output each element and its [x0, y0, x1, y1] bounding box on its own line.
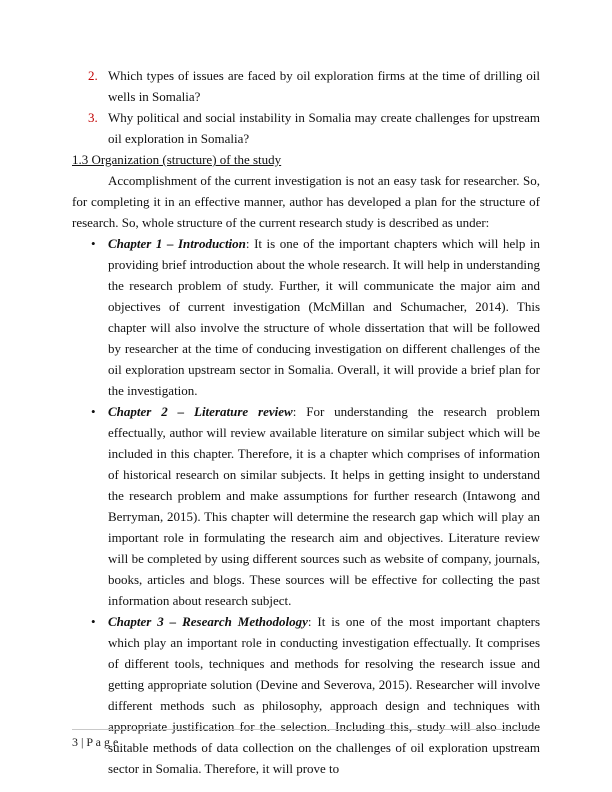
- intro-paragraph: Accomplishment of the current investigation is not an easy task for researcher. So, for completing it in an effective manner, author has developed a plan for the structure of research. So, whole structure of the current research study is described as under:: [72, 173, 540, 230]
- chapter-title: Chapter 1 – Introduction: [108, 236, 246, 251]
- chapter-bullet-1: [72, 233, 540, 401]
- list-number: 3.: [88, 110, 98, 125]
- page-number-label: 3 | P a g e: [72, 735, 119, 749]
- chapter-body-text: : It is one of the important chapters which will help in providing brief introduction about the whole research. It will help in understanding the research problem of study. Further, it will communicate the major aim and objectives of current investigation (McMillan and Schumacher, 2014). This chapter will also involve the structure of whole dissertation that will be followed by researcher at the time of conducing investigation on different challenges of the oil exploration upstream sector in Somalia. Overall, it will provide a brief plan for the investigation.: [108, 236, 540, 398]
- chapter-bullet-2: [72, 401, 540, 611]
- chapter-title: Chapter 2 – Literature review: [108, 404, 293, 419]
- numbered-list-item-2: [72, 65, 540, 107]
- chapter-title: Chapter 3 – Research Methodology: [108, 614, 308, 629]
- numbered-list-item-3: [72, 107, 540, 149]
- chapter-bullet-3: [72, 611, 540, 779]
- list-number: 2.: [88, 68, 98, 83]
- page-footer: [72, 729, 540, 750]
- section-heading-text: 1.3 Organization (structure) of the study: [72, 152, 282, 167]
- page-content: [72, 65, 540, 779]
- chapter-body-text: : It is one of the most important chapters which play an important role in conducting investigation effectually. It comprises of different tools, techniques and methods for resolving the research issue and getting appropriate solution (Devine and Severova, 2015). Researcher will involve different methods such as philosophy, approach design and techniques with appropriate justification for the selection. Including this, study will also include suitable methods of data collection on the challenges of oil exploration upstream sector in Somalia. Therefore, it will prove to: [108, 614, 540, 776]
- list-item-text: Why political and social instability in Somalia may create challenges for upstream oil exploration in Somalia?: [108, 110, 540, 146]
- section-heading: [72, 149, 540, 170]
- bullet-icon: •: [91, 404, 96, 419]
- bullet-icon: •: [91, 236, 96, 251]
- list-item-text: Which types of issues are faced by oil exploration firms at the time of drilling oil wells in Somalia?: [108, 68, 540, 104]
- bullet-icon: •: [91, 614, 96, 629]
- chapter-body-text: : For understanding the research problem effectually, author will review available literature on similar subject which will be included in this chapter. Therefore, it is a chapter which comprises of information of historical research on similar subjects. It helps in getting insight to understand the research problem and make assumptions for further research (Intawong and Berryman, 2015). This chapter will determine the research gap which will play an important role in formulating the research aim and objectives. Literature review will be completed by using different sources such as website of company, journals, books, articles and blogs. These sources will be effective for collecting the past information about research subject.: [108, 404, 540, 608]
